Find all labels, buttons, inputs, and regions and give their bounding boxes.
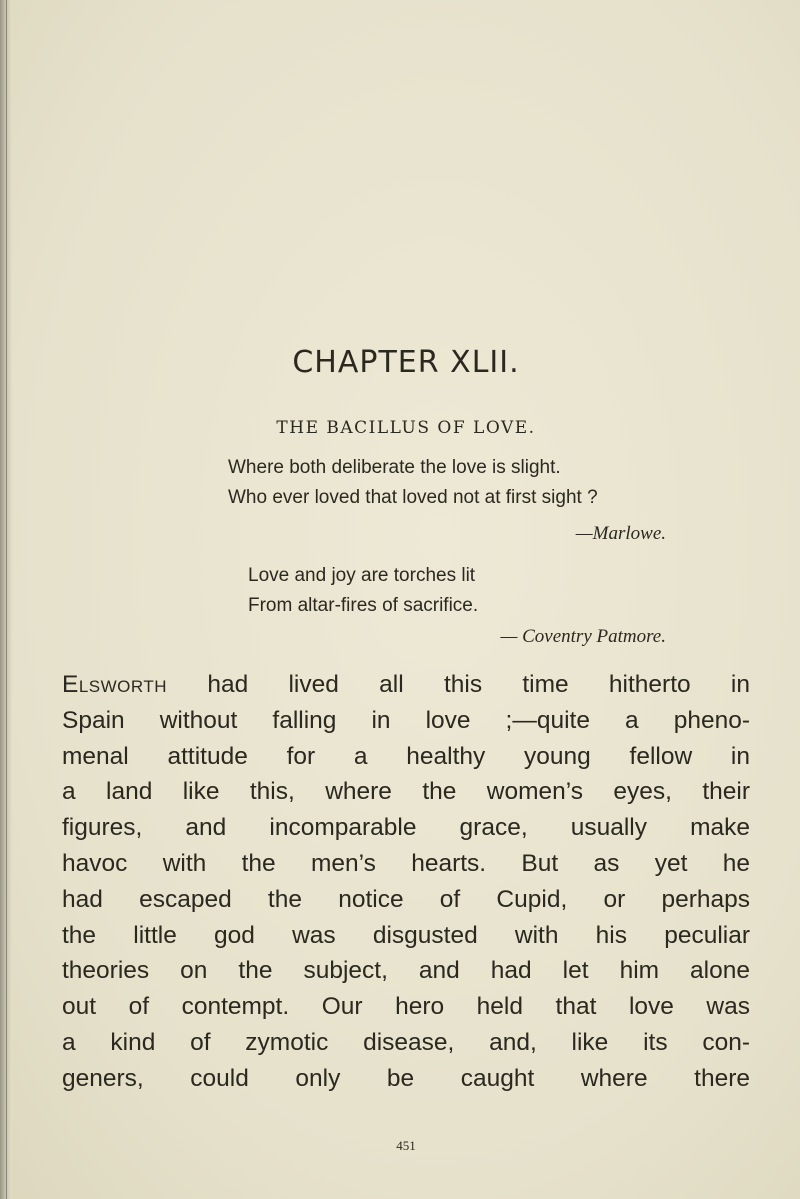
body-line: Spain without falling in love ;—quite a pheno- bbox=[62, 706, 750, 734]
epigraph-attribution-patmore: — Coventry Patmore. bbox=[500, 626, 666, 647]
page-number: 451 bbox=[396, 1138, 416, 1153]
body-line bbox=[62, 667, 750, 703]
lead-word: Elsworth bbox=[62, 671, 168, 698]
body-line: a kind of zymotic disease, and, like its con- bbox=[62, 1028, 750, 1056]
epigraph-attribution-marlowe: —Marlowe. bbox=[575, 523, 666, 544]
body-line: menal attitude for a healthy young fellow in bbox=[62, 742, 750, 770]
body-line: out of contempt. Our hero held that love was bbox=[62, 993, 750, 1021]
body-line: a land like this, where the women’s eyes, their bbox=[62, 778, 750, 806]
chapter-subtitle: THE BACILLUS OF LOVE. bbox=[276, 418, 536, 438]
epigraph-line: From altar-fires of sacrifice. bbox=[248, 595, 479, 616]
binding-line bbox=[6, 0, 7, 1199]
body-line: theories on the subject, and had let him alone bbox=[62, 957, 750, 985]
body-line: figures, and incomparable grace, usually make bbox=[62, 814, 750, 842]
chapter-title: CHAPTER XLII. bbox=[292, 345, 520, 380]
body-line: had escaped the notice of Cupid, or perhaps bbox=[62, 885, 750, 913]
first-line-rest: had lived all this time hitherto in bbox=[167, 671, 750, 698]
body-line: havoc with the men’s hearts. But as yet he bbox=[62, 849, 750, 877]
epigraph-patmore bbox=[248, 561, 478, 621]
epigraph-marlowe bbox=[228, 453, 598, 513]
epigraph-line: Love and joy are torches lit bbox=[248, 565, 476, 586]
epigraph-line: Who ever loved that loved not at first sight ? bbox=[228, 487, 598, 508]
body-paragraph bbox=[62, 667, 750, 1097]
body-line: the little god was disgusted with his peculiar bbox=[62, 921, 750, 949]
body-line: geners, could only be caught where there bbox=[62, 1064, 750, 1092]
epigraph-line: Where both deliberate the love is slight. bbox=[228, 457, 561, 478]
